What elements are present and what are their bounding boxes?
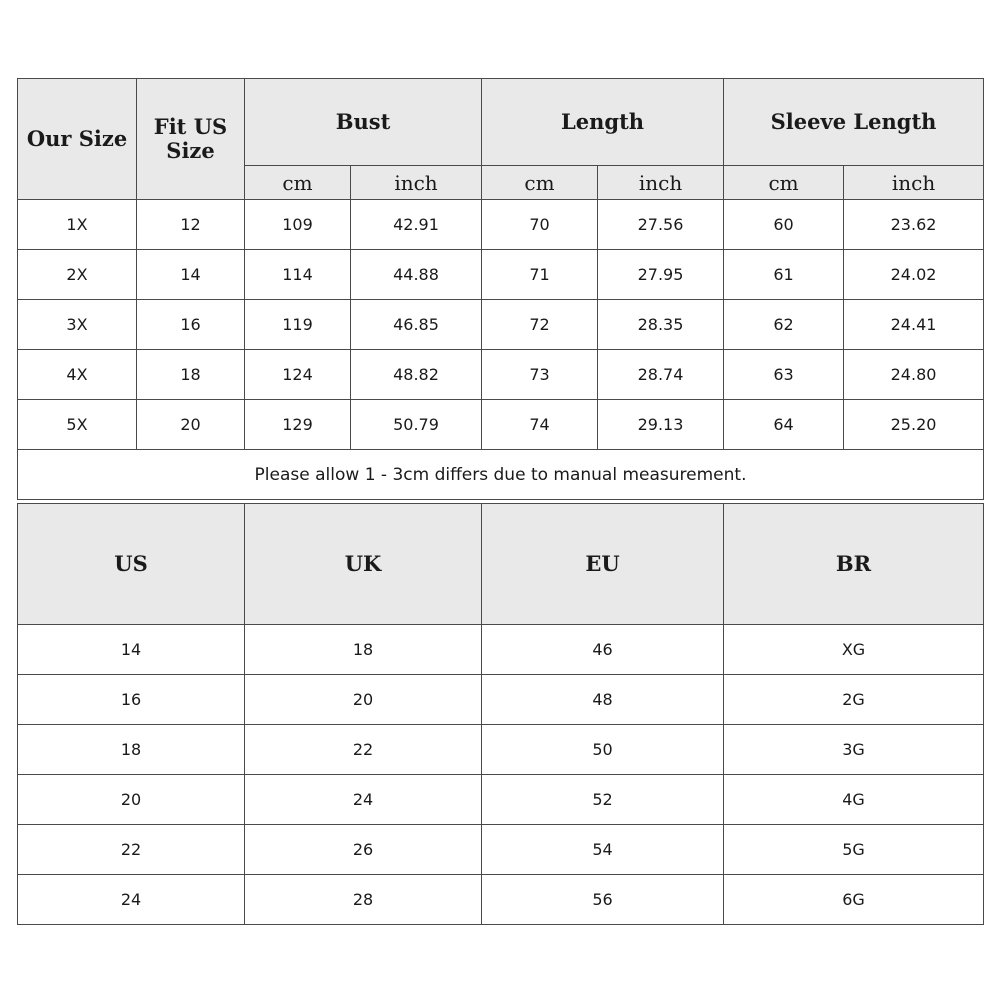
cell-br: 3G	[724, 725, 984, 775]
header-fit-us-size-line1: Fit US	[153, 114, 228, 139]
table-row	[18, 200, 984, 250]
cell-us: 14	[18, 625, 245, 675]
cell-our-size: 2X	[18, 250, 137, 300]
cell-uk: 26	[245, 825, 482, 875]
unit-bust-inch: inch	[351, 166, 482, 200]
cell-length-cm: 72	[482, 300, 598, 350]
table-row	[18, 350, 984, 400]
unit-length-inch: inch	[598, 166, 724, 200]
header-us: US	[18, 504, 245, 625]
header-fit-us-size	[137, 79, 245, 200]
cell-bust-inch: 50.79	[351, 400, 482, 450]
cell-sleeve-cm: 60	[724, 200, 844, 250]
cell-eu: 54	[482, 825, 724, 875]
cell-eu: 50	[482, 725, 724, 775]
cell-sleeve-cm: 64	[724, 400, 844, 450]
conversion-header-row	[18, 504, 984, 625]
cell-our-size: 1X	[18, 200, 137, 250]
cell-length-inch: 28.35	[598, 300, 724, 350]
unit-sleeve-inch: inch	[844, 166, 984, 200]
cell-sleeve-inch: 24.80	[844, 350, 984, 400]
cell-bust-inch: 44.88	[351, 250, 482, 300]
cell-bust-cm: 114	[245, 250, 351, 300]
cell-sleeve-cm: 61	[724, 250, 844, 300]
cell-us: 24	[18, 875, 245, 925]
cell-fit-us-size: 16	[137, 300, 245, 350]
header-fit-us-size-line2: Size	[166, 138, 215, 163]
cell-bust-cm: 129	[245, 400, 351, 450]
cell-our-size: 5X	[18, 400, 137, 450]
cell-bust-inch: 46.85	[351, 300, 482, 350]
cell-sleeve-cm: 63	[724, 350, 844, 400]
cell-length-inch: 27.95	[598, 250, 724, 300]
cell-fit-us-size: 14	[137, 250, 245, 300]
header-eu: EU	[482, 504, 724, 625]
size-header-row	[18, 79, 984, 166]
table-row	[18, 675, 984, 725]
cell-length-inch: 29.13	[598, 400, 724, 450]
size-chart-table	[17, 78, 984, 500]
cell-sleeve-cm: 62	[724, 300, 844, 350]
cell-eu: 46	[482, 625, 724, 675]
cell-fit-us-size: 12	[137, 200, 245, 250]
cell-length-inch: 28.74	[598, 350, 724, 400]
table-row	[18, 300, 984, 350]
header-our-size: Our Size	[18, 79, 137, 200]
unit-length-cm: cm	[482, 166, 598, 200]
measurement-note-row	[18, 450, 984, 500]
measurement-note: Please allow 1 - 3cm differs due to manual measurement.	[18, 450, 984, 500]
cell-us: 18	[18, 725, 245, 775]
cell-eu: 56	[482, 875, 724, 925]
cell-br: 6G	[724, 875, 984, 925]
cell-bust-inch: 42.91	[351, 200, 482, 250]
cell-bust-cm: 109	[245, 200, 351, 250]
cell-eu: 48	[482, 675, 724, 725]
cell-br: 4G	[724, 775, 984, 825]
cell-bust-cm: 124	[245, 350, 351, 400]
cell-length-cm: 73	[482, 350, 598, 400]
cell-br: 2G	[724, 675, 984, 725]
cell-sleeve-inch: 25.20	[844, 400, 984, 450]
size-conversion-table	[17, 503, 984, 925]
header-sleeve-length: Sleeve Length	[724, 79, 984, 166]
cell-bust-cm: 119	[245, 300, 351, 350]
header-length: Length	[482, 79, 724, 166]
cell-us: 16	[18, 675, 245, 725]
cell-fit-us-size: 18	[137, 350, 245, 400]
cell-our-size: 3X	[18, 300, 137, 350]
table-row	[18, 725, 984, 775]
cell-sleeve-inch: 24.41	[844, 300, 984, 350]
unit-bust-cm: cm	[245, 166, 351, 200]
table-row	[18, 400, 984, 450]
cell-uk: 28	[245, 875, 482, 925]
cell-br: XG	[724, 625, 984, 675]
cell-us: 20	[18, 775, 245, 825]
cell-sleeve-inch: 23.62	[844, 200, 984, 250]
header-br: BR	[724, 504, 984, 625]
cell-sleeve-inch: 24.02	[844, 250, 984, 300]
cell-uk: 24	[245, 775, 482, 825]
table-row	[18, 625, 984, 675]
cell-eu: 52	[482, 775, 724, 825]
table-row	[18, 825, 984, 875]
cell-our-size: 4X	[18, 350, 137, 400]
cell-fit-us-size: 20	[137, 400, 245, 450]
cell-length-cm: 71	[482, 250, 598, 300]
cell-br: 5G	[724, 825, 984, 875]
header-bust: Bust	[245, 79, 482, 166]
cell-us: 22	[18, 825, 245, 875]
unit-sleeve-cm: cm	[724, 166, 844, 200]
cell-bust-inch: 48.82	[351, 350, 482, 400]
table-row	[18, 250, 984, 300]
table-row	[18, 775, 984, 825]
cell-length-inch: 27.56	[598, 200, 724, 250]
cell-length-cm: 74	[482, 400, 598, 450]
cell-length-cm: 70	[482, 200, 598, 250]
cell-uk: 20	[245, 675, 482, 725]
cell-uk: 18	[245, 625, 482, 675]
header-uk: UK	[245, 504, 482, 625]
table-row	[18, 875, 984, 925]
cell-uk: 22	[245, 725, 482, 775]
